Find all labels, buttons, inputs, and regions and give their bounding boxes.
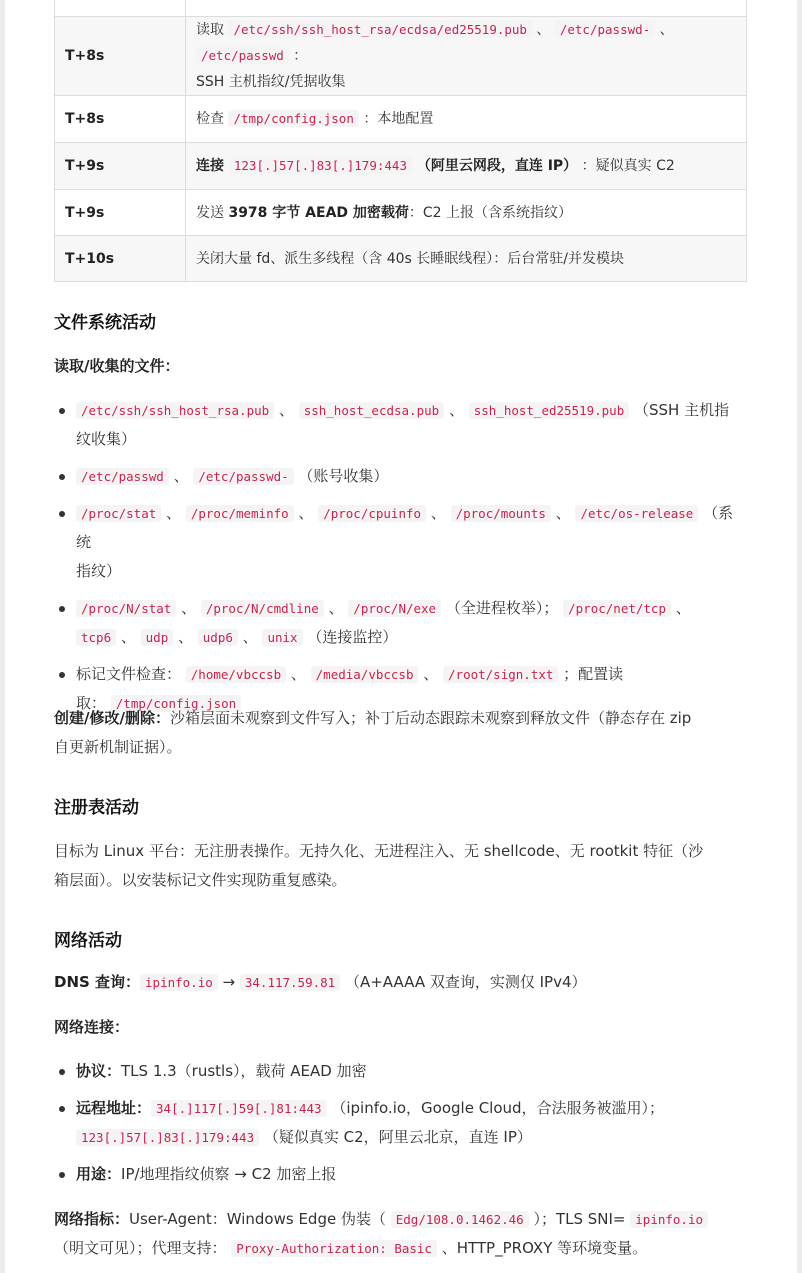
inline-code: /proc/N/exe xyxy=(348,600,441,617)
inline-code: 123[.]57[.]83[.]179:443 xyxy=(76,1129,259,1146)
inline-code: 123[.]57[.]83[.]179:443 xyxy=(229,157,412,174)
text-span: SSH 主机指纹/凭据收集 xyxy=(196,74,346,90)
inline-code: /proc/net/tcp xyxy=(563,600,671,617)
inline-code: unix xyxy=(262,629,302,646)
inline-code: /proc/N/stat xyxy=(76,600,176,617)
heading-network: 网络活动 xyxy=(54,931,122,951)
text-span: ：C2 上报（含系统指纹） xyxy=(408,204,573,221)
text-span: 、 xyxy=(116,628,141,646)
inline-code: 34.117.59.81 xyxy=(240,974,340,991)
text-span: 、 xyxy=(168,467,194,485)
list-item xyxy=(54,1160,747,1189)
inline-code: /etc/passwd xyxy=(196,47,289,64)
text-span: 读取 xyxy=(196,22,229,38)
inline-code: /tmp/config.json xyxy=(111,695,241,712)
inline-code: /etc/passwd- xyxy=(555,21,655,38)
text-span: ：疑似真实 C2 xyxy=(577,158,675,174)
text-span: 取： xyxy=(76,694,111,712)
list-item xyxy=(54,1094,747,1152)
inline-code: /proc/N/cmdline xyxy=(201,600,324,617)
network-indicators-paragraph xyxy=(54,1205,747,1263)
bold-text: 远程地址： xyxy=(76,1099,152,1117)
text-span: 、 xyxy=(670,599,691,617)
text-span: 、 xyxy=(237,628,263,646)
text-span: （明文可见）；代理支持： xyxy=(54,1239,232,1257)
text-span: IP/地理指纹侦察 → C2 加密上报 xyxy=(121,1165,337,1183)
list-item xyxy=(54,396,747,454)
text-span: ）；TLS SNI= xyxy=(528,1210,631,1228)
inline-code: ipinfo.io xyxy=(630,1211,708,1228)
time-cell: T+8s xyxy=(55,96,186,143)
text-span: ： xyxy=(288,48,308,64)
dns-query-line xyxy=(54,968,747,997)
text-span: 、HTTP_PROXY 等环境变量。 xyxy=(436,1239,648,1257)
bold-text: 连接 xyxy=(196,158,229,174)
inline-code: udp6 xyxy=(198,629,238,646)
heading-filesystem: 文件系统活动 xyxy=(54,313,156,333)
read-files-label: 读取/收集的文件： xyxy=(54,357,180,375)
text-span: ：本地配置 xyxy=(358,111,434,127)
inline-code: /proc/stat xyxy=(76,505,161,522)
text-span: User-Agent：Windows Edge 伪装（ xyxy=(129,1210,391,1228)
bold-text: 网络指标： xyxy=(54,1210,130,1228)
inline-code: ssh_host_ecdsa.pub xyxy=(299,402,444,419)
inline-code: 34[.]117[.]59[.]81:443 xyxy=(151,1100,327,1117)
bold-text: （阿里云网段，直连 IP） xyxy=(411,158,578,174)
inline-code: /home/vbccsb xyxy=(186,666,286,683)
desc-cell xyxy=(186,143,747,190)
right-gutter xyxy=(797,0,802,1273)
table-row xyxy=(55,190,747,236)
text-span: （系统 xyxy=(76,504,734,551)
inline-code: ipinfo.io xyxy=(140,974,218,991)
bold-text: 创建/修改/删除： xyxy=(54,709,170,727)
text-span: 、 xyxy=(286,665,311,683)
text-span: 、 xyxy=(176,599,201,617)
text-span: 、 xyxy=(444,401,469,419)
desc-cell xyxy=(186,190,747,236)
text-span: （账号收集） xyxy=(293,467,389,485)
inline-code: udp xyxy=(141,629,174,646)
inline-code: /etc/passwd- xyxy=(193,468,293,485)
inline-code: /proc/mounts xyxy=(451,505,551,522)
table-row xyxy=(55,143,747,190)
text-span: 发送 xyxy=(196,204,229,221)
text-span: 、 xyxy=(323,599,349,617)
timeline-table xyxy=(54,0,747,282)
inline-code: /proc/meminfo xyxy=(186,505,294,522)
inline-code: /etc/passwd xyxy=(76,468,169,485)
table-row xyxy=(55,17,747,96)
text-span: 箱层面）。以安装标记文件实现防重复感染。 xyxy=(54,871,347,889)
text-span: 标记文件检查： xyxy=(76,665,186,683)
left-gutter xyxy=(0,0,5,1273)
text-span: TLS 1.3（rustls），载荷 AEAD 加密 xyxy=(121,1062,367,1080)
text-span: 自更新机制证据）。 xyxy=(54,738,182,756)
desc-cell xyxy=(186,0,747,17)
time-cell: T+10s xyxy=(55,236,186,282)
inline-code: tcp6 xyxy=(76,629,116,646)
text-span: 检查 xyxy=(196,111,229,127)
text-span: 指纹） xyxy=(76,562,122,580)
text-span: ；配置读 xyxy=(558,665,624,683)
bold-text: 协议： xyxy=(76,1062,122,1080)
inline-code: /tmp/config.json xyxy=(228,110,358,127)
inline-code: /root/sign.txt xyxy=(443,666,558,683)
time-cell: T+9s xyxy=(55,190,186,236)
text-span: （ipinfo.io，Google Cloud，合法服务被滥用）； xyxy=(326,1099,665,1117)
table-row xyxy=(55,96,747,143)
registry-paragraph xyxy=(54,837,747,895)
text-span: 、 xyxy=(173,628,198,646)
text-span: 目标为 Linux 平台：无注册表操作。无持久化、无进程注入、无 shellcode、无 rootkit 特征（沙 xyxy=(54,842,704,860)
text-span: 关闭大量 fd、派生多线程（含 40s 长睡眠线程）：后台常驻/并发模块 xyxy=(196,250,624,267)
inline-code: /media/vbccsb xyxy=(311,666,419,683)
desc-cell xyxy=(186,17,747,96)
time-cell xyxy=(55,0,186,17)
inline-code: ssh_host_ed25519.pub xyxy=(469,402,630,419)
connections-label: 网络连接： xyxy=(54,1018,130,1036)
text-span: （SSH 主机指 xyxy=(629,401,730,419)
list-item xyxy=(54,1057,747,1086)
text-span: 、 xyxy=(418,665,444,683)
text-span: 沙箱层面未观察到文件写入；补丁后动态跟踪未观察到释放文件（静态存在 zip xyxy=(169,709,692,727)
text-span: 纹收集） xyxy=(76,430,137,448)
heading-registry: 注册表活动 xyxy=(54,798,139,818)
inline-code: Edg/108.0.1462.46 xyxy=(391,1211,529,1228)
inline-code: /proc/cpuinfo xyxy=(318,505,426,522)
text-span: 、 xyxy=(655,22,674,38)
text-span: 、 xyxy=(550,504,576,522)
connections-list xyxy=(54,1057,747,1189)
bold-text: 用途： xyxy=(76,1165,122,1183)
list-item xyxy=(54,594,747,652)
text-span: （A+AAAA 双查询，实测仅 IPv4） xyxy=(340,973,587,991)
bold-text: DNS 查询： xyxy=(54,973,141,991)
table-row xyxy=(55,236,747,282)
time-cell: T+9s xyxy=(55,143,186,190)
text-span: 、 xyxy=(426,504,451,522)
bold-text: 3978 字节 AEAD 加密载荷 xyxy=(228,204,409,221)
desc-cell xyxy=(186,236,747,282)
text-span: 、 xyxy=(274,401,299,419)
text-span: 、 xyxy=(293,504,319,522)
text-span: 、 xyxy=(531,22,555,38)
text-span: （全进程枚举）； xyxy=(441,599,564,617)
inline-code: /etc/ssh/ssh_host_rsa/ecdsa/ed25519.pub xyxy=(228,21,532,38)
text-span: 、 xyxy=(161,504,186,522)
list-item xyxy=(54,499,747,586)
text-span: → xyxy=(217,973,240,991)
inline-code: Proxy-Authorization: Basic xyxy=(231,1240,437,1257)
desc-cell xyxy=(186,96,747,143)
time-cell: T+8s xyxy=(55,17,186,96)
text-span: （连接监控） xyxy=(302,628,398,646)
list-item xyxy=(54,462,747,491)
table-row xyxy=(55,0,747,17)
read-files-list xyxy=(54,396,747,718)
inline-code: /etc/ssh/ssh_host_rsa.pub xyxy=(76,402,274,419)
text-span: （疑似真实 C2，阿里云北京，直连 IP） xyxy=(259,1128,532,1146)
create-modify-paragraph xyxy=(54,704,747,762)
inline-code: /etc/os-release xyxy=(575,505,698,522)
